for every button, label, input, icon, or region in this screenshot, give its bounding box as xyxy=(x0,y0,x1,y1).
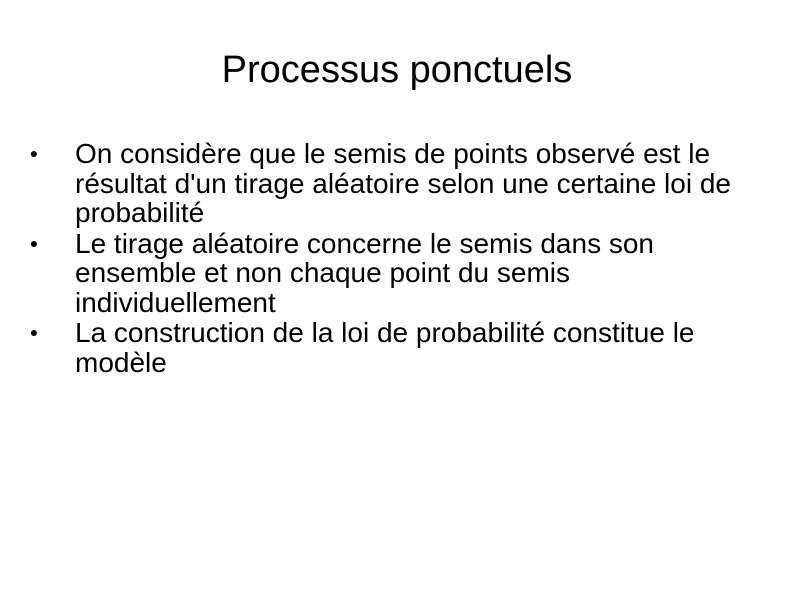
bullet-item xyxy=(28,318,768,377)
bullet-text: La construction de la loi de probabilité constitue le modèle xyxy=(75,317,695,378)
slide-title: Processus ponctuels xyxy=(221,49,573,91)
bullet-dot-icon: ● xyxy=(29,145,39,161)
bullet-dot-icon: ● xyxy=(29,234,39,251)
bullet-dot-icon: ● xyxy=(29,324,39,340)
bullet-item xyxy=(28,229,768,318)
bullet-item xyxy=(28,139,768,228)
bullet-list xyxy=(28,139,768,378)
bullet-text: On considère que le semis de points observé est le résultat d'un tirage aléatoire selon une certaine loi de probabilité xyxy=(75,138,731,228)
bullet-text: Le tirage aléatoire concerne le semis dans son ensemble et non chaque point du semis individuellement xyxy=(75,227,655,318)
